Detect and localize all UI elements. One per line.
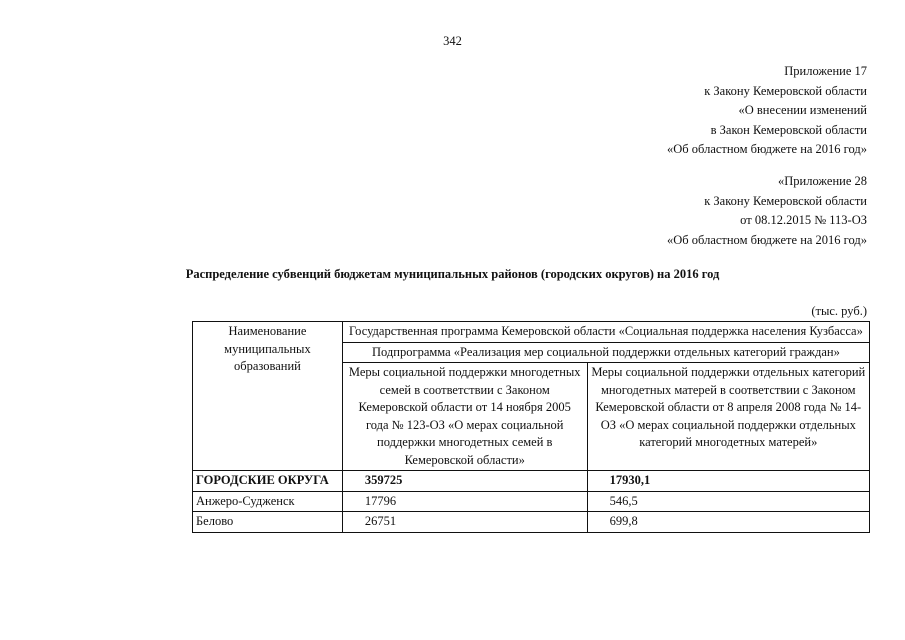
appendix-block-original [667,172,867,250]
table-header-row [193,322,870,343]
appendix-line: Приложение 17 [784,64,867,78]
header-column-b: Меры социальной поддержки отдельных категорий многодетных матерей в соответствии с Законом Кемеровской области от 8 апреля 2008 года № 14-ОЗ «О мерах социальной поддержки отдельных категорий многодетных матерей» [587,363,869,471]
appendix-block-new [667,62,867,160]
appendix-line: «Приложение 28 [778,174,867,188]
table-row [193,491,870,512]
row-value-b: 546,5 [587,491,869,512]
appendix-line: «Об областном бюджете на 2016 год» [667,232,867,247]
header-column-a: Меры социальной поддержки многодетных семей в соответствии с Законом Кемеровской области от 14 ноября 2005 года № 123-ОЗ «О мерах социальной поддержки многодетных семей в Кемеровской области» [342,363,587,471]
appendix-line: «О внесении изменений [738,103,867,117]
table-row [193,471,870,492]
header-municipality: Наименование муниципальных образований [193,322,343,471]
row-value-a: 17796 [342,491,587,512]
table-row [193,512,870,533]
row-value-b: 699,8 [587,512,869,533]
row-name: Анжеро-Судженск [193,491,343,512]
subvention-table [192,321,870,533]
header-subprogram: Подпрограмма «Реализация мер социальной поддержки отдельных категорий граждан» [342,342,869,363]
header-program: Государственная программа Кемеровской области «Социальная поддержка населения Кузбасса» [342,322,869,343]
row-name: ГОРОДСКИЕ ОКРУГА [193,471,343,492]
document-title: Распределение субвенций бюджетам муниципальных районов (городских округов) на 2016 год [185,267,720,281]
appendix-line: от 08.12.2015 № 113-ОЗ [740,213,867,227]
row-name: Белово [193,512,343,533]
appendix-line: «Об областном бюджете на 2016 год» [667,142,867,156]
row-value-b: 17930,1 [587,471,869,492]
row-value-a: 26751 [342,512,587,533]
units-label: (тыс. руб.) [811,304,867,318]
row-value-a: 359725 [342,471,587,492]
appendix-line: к Закону Кемеровской области [704,193,867,208]
appendix-line: в Закон Кемеровской области [710,122,867,137]
page-number: 342 [443,34,462,48]
appendix-line: к Закону Кемеровской области [704,83,867,98]
